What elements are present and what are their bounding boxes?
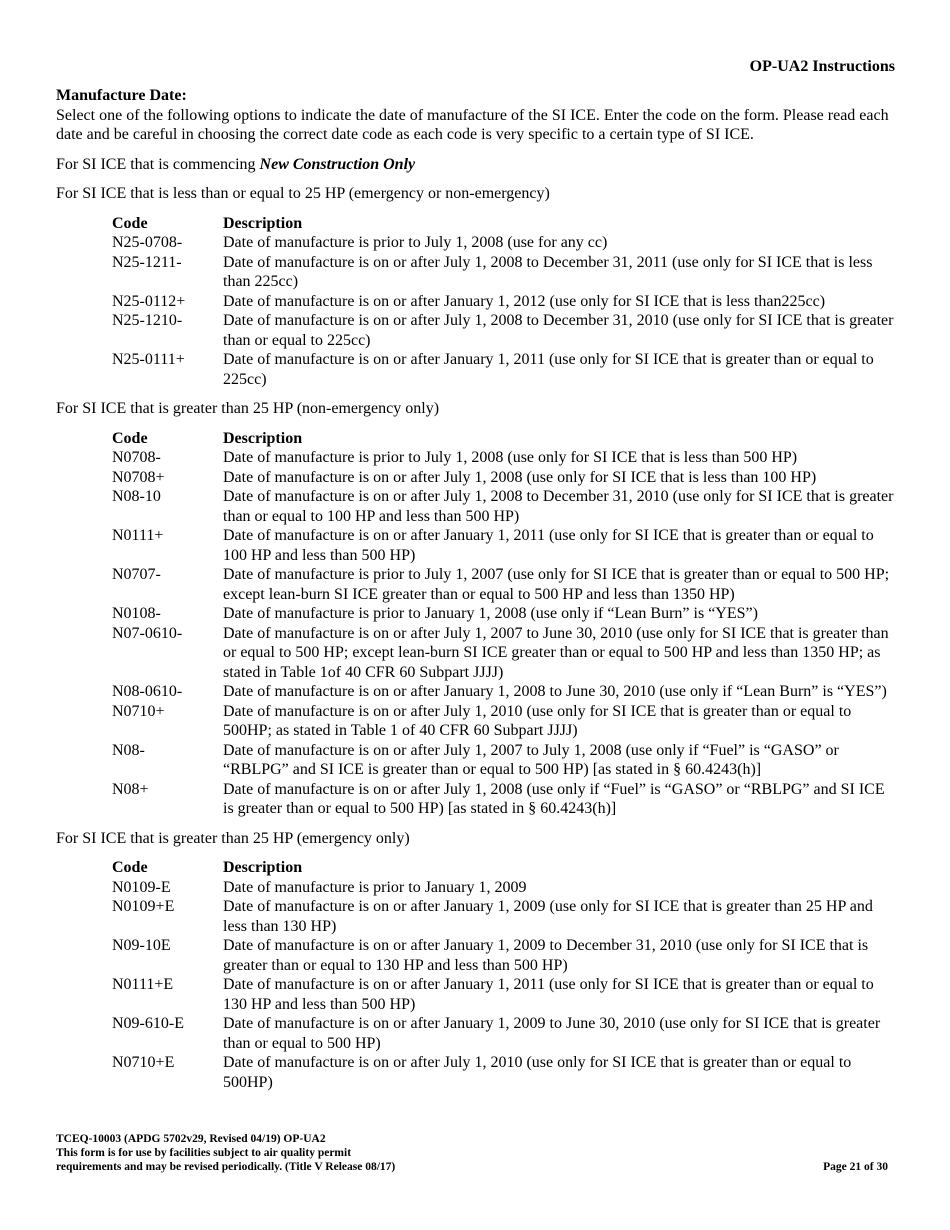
- table-row: [112, 702, 898, 741]
- code-cell: N0710+: [112, 702, 165, 720]
- table-row: [112, 311, 898, 350]
- document-body: [56, 86, 896, 1102]
- table-row: [112, 565, 898, 604]
- description-cell: Date of manufacture is on or after January 1, 2009 (use only for SI ICE that is greater than 25 HP and less than 130 HP): [223, 898, 873, 935]
- table-row: [112, 682, 898, 702]
- description-cell: Date of manufacture is prior to July 1, 2008 (use for any cc): [223, 234, 608, 251]
- new-construction-line: [56, 155, 896, 175]
- code-cell: N0108-: [112, 605, 161, 622]
- table-row: [112, 350, 898, 389]
- section-heading: Manufacture Date:: [56, 87, 187, 104]
- code-cell: N0111+E: [112, 976, 174, 993]
- description-cell: Date of manufacture is on or after January 1, 2009 to June 30, 2010 (use only for SI ICE that is greater than or equal to 500 HP): [223, 1015, 881, 1052]
- description-cell: Date of manufacture is on or after July 1, 2007 to June 30, 2010 (use only for SI ICE that is greater than or equal to 500 HP; except lean-burn SI ICE greater than or equal to 500 HP and less than 1350 HP; as stated in Table 1of 40 CFR 60 Subpart JJJJ): [223, 624, 889, 681]
- code-cell: N25-0112+: [112, 292, 186, 310]
- code-cell: N0708-: [112, 449, 161, 466]
- code-tables: [56, 184, 896, 1092]
- code-cell: N0111+: [112, 527, 164, 544]
- intro-paragraph: Select one of the following options to indicate the date of manufacture of the SI ICE. Enter the code on the form. Please read each date and be careful in choosing the correct date code as each code is very specific to a certain type of SI ICE.: [56, 106, 889, 143]
- code-cell: N07-0610-: [112, 624, 183, 642]
- page-number: Page 21 of 30: [823, 1161, 888, 1173]
- code-cell: N0109-E: [112, 878, 171, 896]
- description-cell: Date of manufacture is on or after July 1, 2007 to July 1, 2008 (use only if “Fuel” is “GASO” or “RBLPG” and SI ICE is greater than or equal to 500 HP) [as stated in § 60.4243(h)]: [223, 741, 839, 778]
- table-caption: For SI ICE that is greater than 25 HP (non-emergency only): [56, 400, 440, 417]
- code-cell: N08+: [112, 780, 149, 798]
- code-cell: N25-0111+: [112, 351, 185, 368]
- description-cell: Date of manufacture is on or after January 1, 2012 (use only for SI ICE that is less than225cc): [223, 292, 826, 310]
- description-cell: Date of manufacture is on or after January 1, 2011 (use only for SI ICE that is greater than or equal to 130 HP and less than 500 HP): [223, 976, 874, 1013]
- table-row: [112, 487, 898, 526]
- table-row: [112, 526, 898, 565]
- footer-revision-note: requirements and may be revised periodically. (Title V Release 08/17): [56, 1161, 396, 1173]
- code-cell: N0707-: [112, 566, 161, 583]
- code-table: [112, 858, 898, 1092]
- description-cell: Date of manufacture is on or after July 1, 2008 to December 31, 2011 (use only for SI ICE that is less than 225cc): [223, 253, 873, 290]
- table-caption: For SI ICE that is greater than 25 HP (emergency only): [56, 829, 410, 847]
- description-cell: Date of manufacture is prior to July 1, 2007 (use only for SI ICE that is greater than or equal to 500 HP; except lean-burn SI ICE greater than or equal to 500 HP and less than 1350 HP): [223, 566, 890, 603]
- table-row: [112, 448, 898, 468]
- table-row: [112, 624, 898, 683]
- new-construction-emphasis: New Construction Only: [259, 155, 416, 173]
- code-cell: N08-: [112, 741, 145, 759]
- description-cell: Date of manufacture is on or after January 1, 2011 (use only for SI ICE that is greater than or equal to 100 HP and less than 500 HP): [223, 527, 874, 564]
- description-cell: Date of manufacture is on or after January 1, 2008 to June 30, 2010 (use only if “Lean Burn” is “YES”): [223, 683, 887, 700]
- description-column-header: Description: [223, 214, 303, 232]
- table-row: [112, 1053, 898, 1092]
- code-cell: N09-10E: [112, 937, 171, 954]
- table-row: [112, 233, 898, 253]
- new-construction-prefix: For SI ICE that is commencing: [56, 155, 260, 173]
- description-cell: Date of manufacture is on or after July 1, 2008 (use only for SI ICE that is less than 100 HP): [223, 468, 817, 486]
- table-row: [112, 975, 898, 1014]
- code-cell: N0710+E: [112, 1054, 175, 1071]
- table-header-row: [112, 214, 898, 234]
- description-cell: Date of manufacture is on or after January 1, 2009 to December 31, 2010 (use only for SI ICE that is greater than or equal to 130 HP and less than 500 HP): [223, 937, 869, 974]
- table-row: [112, 741, 898, 780]
- description-cell: Date of manufacture is on or after July 1, 2008 (use only if “Fuel” is “GASO” or “RBLPG” and SI ICE is greater than or equal to 500 HP) [as stated in § 60.4243(h)]: [223, 780, 885, 817]
- table-row: [112, 468, 898, 488]
- description-column-header: Description: [223, 859, 303, 876]
- description-cell: Date of manufacture is on or after July 1, 2010 (use only for SI ICE that is greater than or equal to 500HP; as stated in Table 1 of 40 CFR 60 Subpart JJJJ): [223, 702, 852, 739]
- code-column-header: Code: [112, 214, 148, 232]
- code-column-header: Code: [112, 429, 148, 447]
- description-cell: Date of manufacture is prior to January 1, 2008 (use only if “Lean Burn” is “YES”): [223, 605, 758, 622]
- code-table: [112, 429, 898, 819]
- table-caption: For SI ICE that is less than or equal to 25 HP (emergency or non-emergency): [56, 185, 550, 202]
- code-cell: N25-1211-: [112, 253, 182, 271]
- description-cell: Date of manufacture is on or after July 1, 2008 to December 31, 2010 (use only for SI ICE that is greater than or equal to 225cc): [223, 312, 894, 349]
- footer-usage-note: This form is for use by facilities subject to air quality permit: [56, 1147, 352, 1159]
- table-row: [112, 1014, 898, 1053]
- description-cell: Date of manufacture is prior to January 1, 2009: [223, 878, 527, 896]
- description-cell: Date of manufacture is on or after July 1, 2010 (use only for SI ICE that is greater than or equal to 500HP): [223, 1054, 852, 1091]
- page-footer: [56, 1132, 888, 1174]
- description-column-header: Description: [223, 429, 303, 447]
- table-row: [112, 780, 898, 819]
- footer-form-id: TCEQ-10003 (APDG 5702v29, Revised 04/19) OP-UA2: [56, 1133, 326, 1145]
- code-cell: N25-1210-: [112, 312, 183, 329]
- table-row: [112, 936, 898, 975]
- table-row: [112, 878, 898, 898]
- code-cell: N0708+: [112, 468, 165, 486]
- code-cell: N0109+E: [112, 898, 175, 915]
- table-header-row: [112, 429, 898, 449]
- code-cell: N08-0610-: [112, 683, 183, 700]
- table-row: [112, 292, 898, 312]
- table-row: [112, 897, 898, 936]
- page-header-title: OP-UA2 Instructions: [749, 58, 895, 75]
- table-row: [112, 253, 898, 292]
- code-column-header: Code: [112, 859, 148, 876]
- code-cell: N25-0708-: [112, 234, 183, 251]
- table-header-row: [112, 858, 898, 878]
- code-cell: N09-610-E: [112, 1015, 184, 1032]
- code-table: [112, 214, 898, 390]
- code-cell: N08-10: [112, 488, 161, 505]
- description-cell: Date of manufacture is on or after January 1, 2011 (use only for SI ICE that is greater than or equal to 225cc): [223, 351, 874, 388]
- description-cell: Date of manufacture is prior to July 1, 2008 (use only for SI ICE that is less than 500 HP): [223, 449, 798, 466]
- table-row: [112, 604, 898, 624]
- description-cell: Date of manufacture is on or after July 1, 2008 to December 31, 2010 (use only for SI ICE that is greater than or equal to 100 HP and less than 500 HP): [223, 488, 894, 525]
